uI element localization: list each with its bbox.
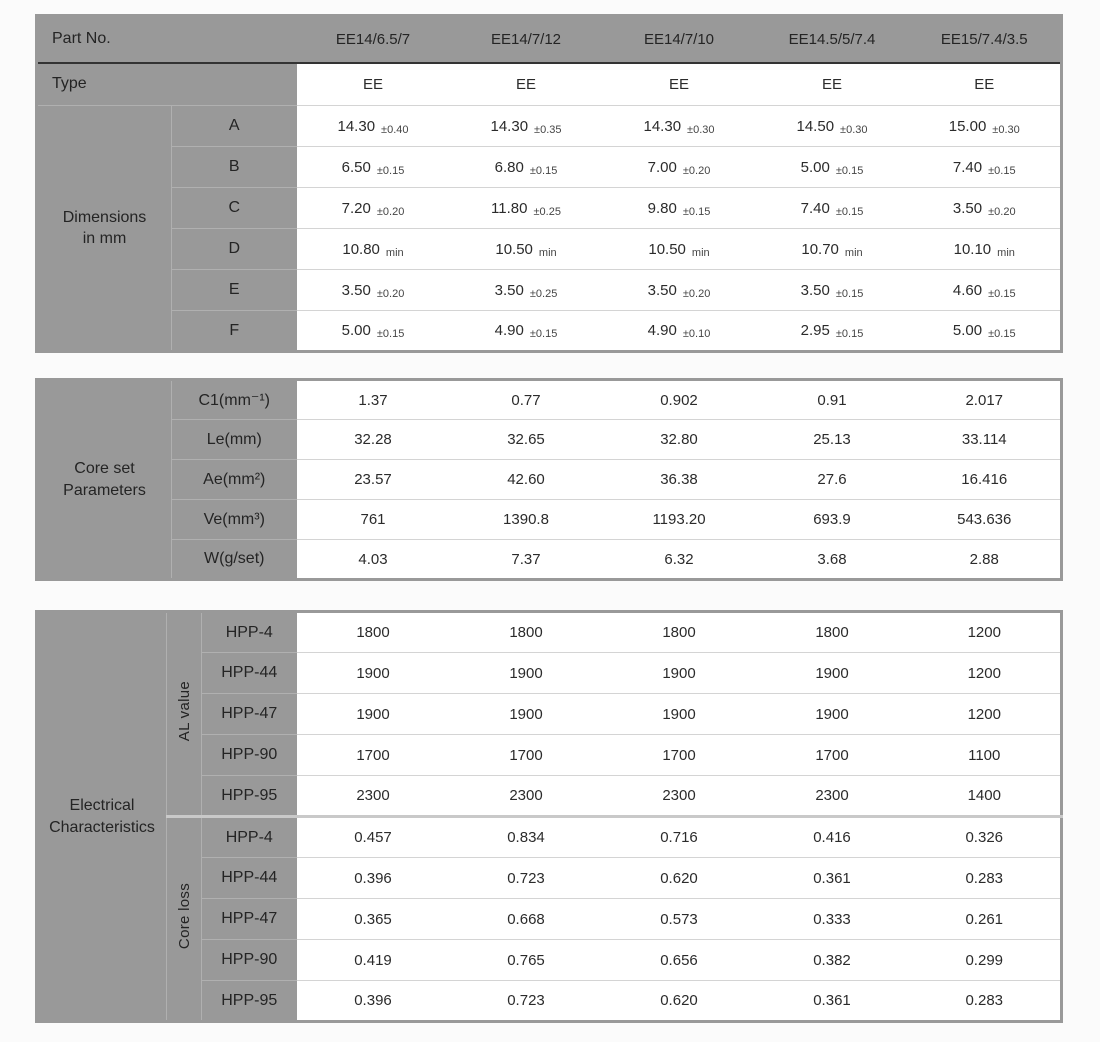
parameter-value: 0.91 (756, 380, 909, 420)
electrical-value: 1900 (297, 653, 450, 694)
type-value: EE (756, 63, 909, 106)
electrical-value: 1900 (297, 694, 450, 735)
electrical-value: 1700 (756, 735, 909, 776)
electrical-value: 0.416 (756, 817, 909, 858)
value-tolerance: min (691, 246, 710, 259)
parameter-value: 23.57 (297, 460, 450, 500)
electrical-value: 1700 (603, 735, 756, 776)
parameter-label: W(g/set) (172, 540, 297, 580)
core-set-group-label (37, 380, 172, 580)
dimension-letter: D (172, 229, 297, 270)
electrical-value: 1800 (450, 612, 603, 653)
value-number: 14.30 (490, 117, 529, 135)
parameter-value: 1193.20 (603, 500, 756, 540)
dimension-value (603, 270, 756, 311)
electrical-value: 0.283 (909, 858, 1062, 899)
parameter-value: 543.636 (909, 500, 1062, 540)
dimension-value (756, 106, 909, 147)
core-set-row (37, 540, 1062, 580)
electrical-value: 0.716 (603, 817, 756, 858)
type-label: Type (37, 63, 297, 106)
value-number: 4.60 (952, 281, 983, 299)
value-tolerance: min (538, 246, 557, 259)
section-label-text: Core loss (175, 883, 193, 950)
value-tolerance: ±0.30 (840, 123, 868, 136)
value-number: 7.00 (647, 158, 677, 176)
core-set-row (37, 380, 1062, 420)
hpp-grade-label: HPP-44 (202, 653, 297, 694)
value-number: 7.40 (800, 199, 830, 217)
electrical-value: 0.361 (756, 858, 909, 899)
parameter-value: 32.28 (297, 420, 450, 460)
electrical-value: 0.299 (909, 940, 1062, 981)
value-tolerance: ±0.20 (682, 287, 711, 300)
dimension-value (297, 188, 450, 229)
value-number: 14.30 (643, 117, 682, 135)
electrical-value: 1400 (909, 776, 1062, 817)
parameter-value: 32.80 (603, 420, 756, 460)
dimension-value (450, 270, 603, 311)
value-number: 11.80 (491, 199, 528, 217)
hpp-grade-label: HPP-95 (202, 776, 297, 817)
dimensions-table (35, 14, 1063, 353)
parameter-label: Ae(mm²) (172, 460, 297, 500)
electrical-value: 0.326 (909, 817, 1062, 858)
value-tolerance: ±0.15 (529, 164, 558, 177)
value-number: 10.50 (648, 240, 686, 258)
dimension-value (297, 270, 450, 311)
dimension-value (909, 188, 1062, 229)
dimension-letter: A (172, 106, 297, 147)
dimension-letter: B (172, 147, 297, 188)
parameter-value: 693.9 (756, 500, 909, 540)
electrical-value: 0.261 (909, 899, 1062, 940)
electrical-value: 0.668 (450, 899, 603, 940)
electrical-value: 0.419 (297, 940, 450, 981)
parameter-label: Ve(mm³) (172, 500, 297, 540)
value-number: 10.70 (801, 240, 839, 258)
value-tolerance: ±0.15 (835, 287, 864, 300)
part-number: EE15/7.4/3.5 (909, 16, 1062, 63)
hpp-grade-label: HPP-47 (202, 899, 297, 940)
core-set-table-body (37, 380, 1062, 580)
electrical-value: 2300 (756, 776, 909, 817)
dimension-value (297, 311, 450, 352)
electrical-value: 1800 (756, 612, 909, 653)
electrical-value: 1900 (450, 694, 603, 735)
parameter-value: 3.68 (756, 540, 909, 580)
dimension-letter: C (172, 188, 297, 229)
dimension-row (37, 311, 1062, 352)
value-number: 5.00 (800, 158, 830, 176)
group-label-line: Parameters (63, 481, 146, 499)
parameter-value: 4.03 (297, 540, 450, 580)
dimension-value (450, 106, 603, 147)
dimension-value (909, 311, 1062, 352)
electrical-value: 0.382 (756, 940, 909, 981)
section-label-text: AL value (175, 681, 193, 742)
electrical-value: 0.656 (603, 940, 756, 981)
dimension-letter: E (172, 270, 297, 311)
part-number: EE14/7/10 (603, 16, 756, 63)
value-number: 9.80 (647, 199, 677, 217)
hpp-grade-label: HPP-90 (202, 940, 297, 981)
electrical-value: 0.365 (297, 899, 450, 940)
parameter-value: 42.60 (450, 460, 603, 500)
part-number: EE14/7/12 (450, 16, 603, 63)
value-tolerance: ±0.15 (988, 164, 1016, 177)
electrical-row (37, 612, 1062, 653)
group-label-line: Dimensions (62, 208, 147, 226)
hpp-grade-label: HPP-4 (202, 817, 297, 858)
value-tolerance: ±0.15 (835, 164, 864, 177)
electrical-value: 1800 (603, 612, 756, 653)
type-value: EE (603, 63, 756, 106)
value-tolerance: min (385, 246, 404, 259)
dimension-value (909, 147, 1062, 188)
value-tolerance: ±0.20 (682, 164, 711, 177)
value-tolerance: ±0.20 (376, 205, 405, 218)
parameter-value: 27.6 (756, 460, 909, 500)
hpp-grade-label: HPP-95 (202, 981, 297, 1022)
dimension-value (450, 188, 603, 229)
value-tolerance: ±0.15 (835, 205, 864, 218)
parameter-value: 0.902 (603, 380, 756, 420)
value-tolerance: ±0.15 (682, 205, 711, 218)
dimension-value (603, 229, 756, 270)
value-tolerance: ±0.15 (988, 287, 1016, 300)
value-tolerance: ±0.40 (381, 123, 409, 136)
parameter-label: Le(mm) (172, 420, 297, 460)
hpp-grade-label: HPP-44 (202, 858, 297, 899)
value-tolerance: ±0.15 (376, 164, 405, 177)
dimension-value (909, 229, 1062, 270)
value-tolerance: ±0.35 (534, 123, 562, 136)
dimension-value (756, 270, 909, 311)
value-number: 7.40 (952, 158, 983, 176)
electrical-value: 1900 (603, 653, 756, 694)
parameter-value: 2.017 (909, 380, 1062, 420)
group-label-line: Characteristics (49, 818, 155, 836)
type-row (37, 63, 1062, 106)
value-number: 7.20 (341, 199, 371, 217)
value-number: 3.50 (800, 281, 830, 299)
value-tolerance: ±0.25 (529, 287, 558, 300)
group-label-line: in mm (82, 230, 127, 247)
electrical-value: 1900 (756, 694, 909, 735)
type-value: EE (450, 63, 603, 106)
dimension-row (37, 270, 1062, 311)
dimension-value (603, 311, 756, 352)
electrical-value: 1700 (450, 735, 603, 776)
dimension-value (603, 106, 756, 147)
part-no-row (37, 16, 1062, 63)
electrical-value: 0.723 (450, 858, 603, 899)
parameter-value: 25.13 (756, 420, 909, 460)
electrical-value: 2300 (603, 776, 756, 817)
parameter-value: 1.37 (297, 380, 450, 420)
value-number: 2.95 (800, 322, 830, 339)
electrical-row (37, 817, 1062, 858)
part-no-label: Part No. (37, 16, 297, 63)
value-number: 10.50 (495, 240, 533, 258)
electrical-value: 1200 (909, 612, 1062, 653)
value-tolerance: ±0.20 (376, 287, 405, 300)
value-number: 14.50 (796, 117, 835, 135)
electrical-value: 0.573 (603, 899, 756, 940)
value-tolerance: ±0.15 (376, 328, 405, 340)
electrical-value: 0.396 (297, 858, 450, 899)
core-set-row (37, 500, 1062, 540)
group-label-line: Core set (74, 460, 135, 478)
dimension-value (450, 311, 603, 352)
dimension-value (450, 147, 603, 188)
dimension-value (909, 270, 1062, 311)
parameter-value: 761 (297, 500, 450, 540)
core-loss-section-label (167, 817, 202, 1022)
value-tolerance: ±0.15 (988, 328, 1016, 340)
dimension-row (37, 106, 1062, 147)
core-set-table (35, 378, 1063, 581)
dimension-row (37, 188, 1062, 229)
value-number: 3.50 (341, 281, 371, 299)
electrical-value: 1900 (756, 653, 909, 694)
electrical-value: 0.333 (756, 899, 909, 940)
electrical-value: 0.723 (450, 981, 603, 1022)
value-tolerance: min (844, 246, 863, 259)
dimension-value (909, 106, 1062, 147)
value-number: 3.50 (952, 199, 983, 217)
parameter-value: 0.77 (450, 380, 603, 420)
electrical-value: 0.834 (450, 817, 603, 858)
dimension-value (603, 147, 756, 188)
value-tolerance: ±0.20 (988, 205, 1016, 218)
value-number: 5.00 (341, 322, 371, 339)
parameter-value: 36.38 (603, 460, 756, 500)
value-number: 10.10 (953, 240, 992, 258)
dimensions-table-body (37, 16, 1062, 352)
electrical-value: 1900 (450, 653, 603, 694)
value-number: 3.50 (494, 281, 524, 299)
electrical-table-body (37, 612, 1062, 1022)
value-tolerance: ±0.30 (687, 123, 715, 136)
dimension-value (297, 147, 450, 188)
dimension-value (297, 229, 450, 270)
value-tolerance: min (997, 246, 1015, 259)
value-number: 14.30 (337, 117, 376, 135)
value-tolerance: ±0.15 (835, 328, 864, 340)
electrical-table (35, 610, 1063, 1023)
dimension-row (37, 147, 1062, 188)
electrical-value: 1700 (297, 735, 450, 776)
hpp-grade-label: HPP-4 (202, 612, 297, 653)
electrical-value: 2300 (450, 776, 603, 817)
part-number: EE14/6.5/7 (297, 16, 450, 63)
parameter-value: 7.37 (450, 540, 603, 580)
value-number: 4.90 (647, 322, 677, 339)
electrical-value: 0.457 (297, 817, 450, 858)
group-label-line: Electrical (69, 797, 135, 815)
electrical-value: 1800 (297, 612, 450, 653)
electrical-value: 0.283 (909, 981, 1062, 1022)
core-set-row (37, 460, 1062, 500)
parameter-value: 16.416 (909, 460, 1062, 500)
dimension-row (37, 229, 1062, 270)
parameter-value: 33.114 (909, 420, 1062, 460)
electrical-value: 0.361 (756, 981, 909, 1022)
part-number: EE14.5/5/7.4 (756, 16, 909, 63)
value-number: 3.50 (647, 281, 677, 299)
dimension-letter: F (172, 311, 297, 352)
electrical-value: 1200 (909, 694, 1062, 735)
electrical-value: 0.765 (450, 940, 603, 981)
electrical-value: 0.620 (603, 981, 756, 1022)
dimension-value (756, 147, 909, 188)
value-number: 10.80 (342, 240, 380, 258)
type-value: EE (909, 63, 1062, 106)
dimension-value (756, 311, 909, 352)
value-tolerance: ±0.10 (682, 328, 711, 340)
al-value-section-label (167, 612, 202, 817)
value-number: 6.80 (494, 158, 524, 176)
electrical-value: 1900 (603, 694, 756, 735)
value-tolerance: ±0.30 (992, 123, 1020, 136)
value-number: 4.90 (494, 322, 524, 339)
type-value: EE (297, 63, 450, 106)
electrical-value: 0.620 (603, 858, 756, 899)
electrical-value: 0.396 (297, 981, 450, 1022)
dimension-value (297, 106, 450, 147)
hpp-grade-label: HPP-47 (202, 694, 297, 735)
dimension-value (450, 229, 603, 270)
value-number: 5.00 (952, 322, 983, 339)
core-set-row (37, 420, 1062, 460)
value-tolerance: ±0.25 (533, 205, 561, 218)
electrical-value: 2300 (297, 776, 450, 817)
dimensions-group-label (37, 106, 172, 352)
dimension-value (756, 188, 909, 229)
parameter-value: 2.88 (909, 540, 1062, 580)
parameter-value: 1390.8 (450, 500, 603, 540)
dimension-value (603, 188, 756, 229)
parameter-label: C1(mm⁻¹) (172, 380, 297, 420)
parameter-value: 6.32 (603, 540, 756, 580)
electrical-group-label (37, 612, 167, 1022)
electrical-value: 1100 (909, 735, 1062, 776)
parameter-value: 32.65 (450, 420, 603, 460)
electrical-value: 1200 (909, 653, 1062, 694)
value-number: 6.50 (341, 158, 371, 176)
value-number: 15.00 (948, 117, 987, 135)
dimension-value (756, 229, 909, 270)
value-tolerance: ±0.15 (529, 328, 558, 340)
hpp-grade-label: HPP-90 (202, 735, 297, 776)
